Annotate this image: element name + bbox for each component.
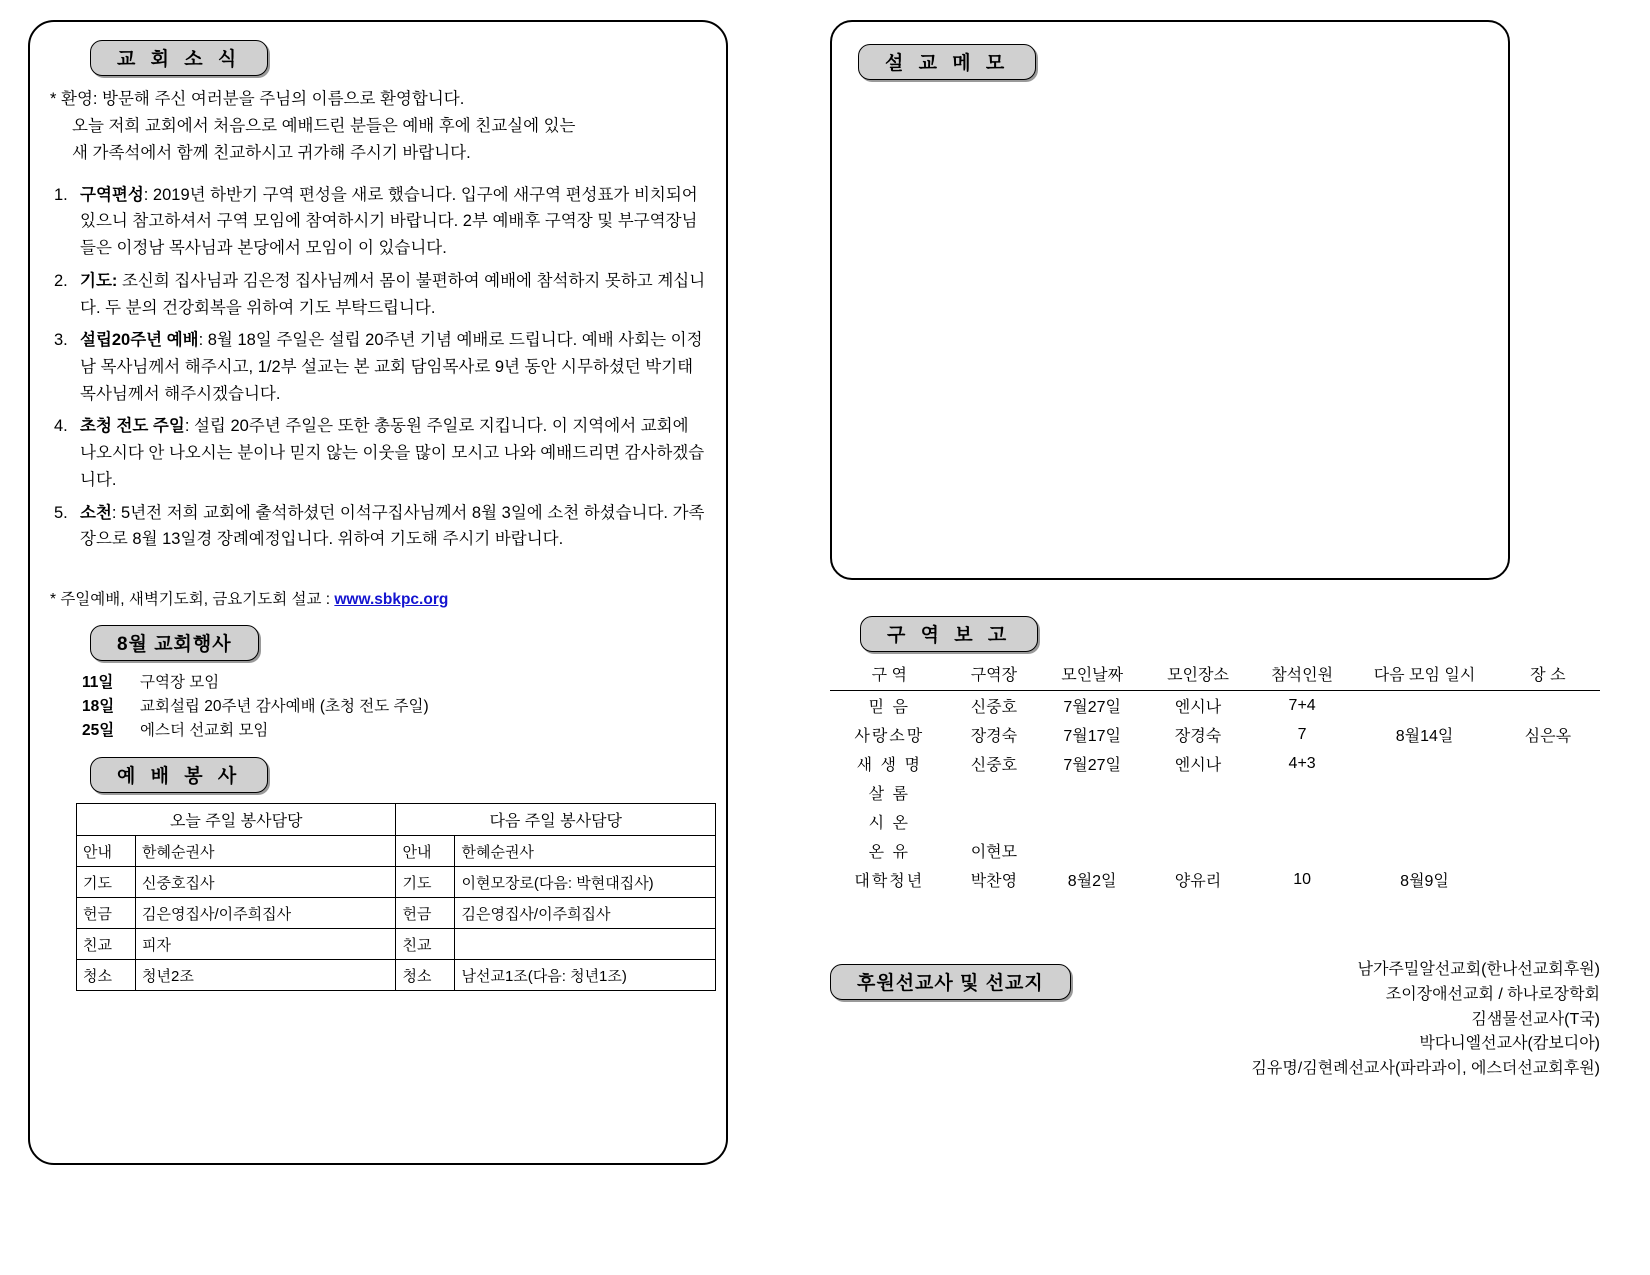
district-count: 7+4 [1288, 696, 1316, 714]
duty-value: 신중호집사 [136, 867, 396, 898]
event-title: 구역장 모임 [140, 674, 220, 691]
col-count: 참석인원 [1251, 660, 1353, 691]
service-header-today: 오늘 주일 봉사담당 [77, 804, 396, 836]
notice-number: 2. [54, 271, 68, 290]
district-count: 4+3 [1288, 754, 1316, 772]
sermon-memo-heading: 설 교 메 모 [858, 44, 1036, 80]
district-next-date [1353, 836, 1495, 865]
duty-value: 남선교1조(다음: 청년1조) [455, 960, 716, 991]
district-place: 엔시나 [1174, 757, 1222, 774]
district-date: 7월27일 [1063, 757, 1121, 774]
right-column [830, 20, 1620, 1082]
mission-item: 김샘물선교사(T국) [1471, 1010, 1600, 1028]
district-leader: 장경숙 [970, 728, 1018, 745]
col-place: 모인장소 [1145, 660, 1251, 691]
district-name: 대학청년 [854, 873, 925, 890]
table-row [77, 929, 716, 960]
district-date: 7월27일 [1063, 699, 1121, 716]
district-count [1251, 807, 1353, 836]
event-title: 에스더 선교회 모임 [140, 722, 269, 740]
sermon-link-label: * 주일예배, 새벽기도회, 금요기도회 설교 : [50, 591, 335, 608]
district-next-date [1353, 807, 1495, 836]
col-next-date: 다음 모임 일시 [1353, 660, 1495, 691]
table-row [830, 778, 1600, 807]
notice-item [50, 327, 706, 407]
sermon-memo-box [830, 20, 1510, 580]
district-next-date: 8월9일 [1400, 873, 1449, 890]
district-next-place [1496, 691, 1600, 721]
district-next-place [1496, 865, 1600, 894]
district-next-place [1496, 749, 1600, 778]
district-place [1145, 836, 1251, 865]
event-row [82, 671, 706, 695]
district-place: 양유리 [1174, 873, 1222, 890]
event-day: 11일 [82, 674, 114, 691]
notice-title: 기도: [80, 271, 118, 290]
notice-list [50, 182, 706, 553]
welcome-notice [50, 86, 706, 168]
duty-label: 친교 [77, 929, 136, 960]
district-report-table [830, 660, 1600, 894]
table-row [830, 720, 1600, 749]
table-row [77, 836, 716, 867]
district-next-place: 심은옥 [1524, 728, 1572, 745]
notice-body: : 2019년 하반기 구역 편성을 새로 했습니다. 입구에 새구역 편성표가 비치되어 있으니 참고하셔서 구역 모임에 참여하시기 바랍니다. 2부 예배후 구역장 및 부구역장님들은 이정남 목사님과 본당에서 모임이 이 있습니다. [80, 185, 698, 258]
district-count: 7 [1297, 725, 1307, 743]
district-next-place [1496, 807, 1600, 836]
service-header-next: 다음 주일 봉사담당 [396, 804, 716, 836]
event-row [82, 695, 706, 719]
duty-label: 헌금 [396, 898, 455, 929]
table-row [830, 836, 1600, 865]
district-place [1145, 807, 1251, 836]
district-next-date [1353, 778, 1495, 807]
service-duty-heading: 예 배 봉 사 [90, 757, 268, 793]
district-next-date: 8월14일 [1395, 728, 1454, 745]
district-name: 살 롬 [868, 786, 910, 803]
district-count: 10 [1293, 870, 1312, 888]
duty-value: 피자 [136, 929, 396, 960]
notice-body: 조신희 집사님과 김은정 집사님께서 몸이 불편하여 예배에 참석하지 못하고 계십니다. 두 분의 건강회복을 위하여 기도 부탁드립니다. [80, 271, 706, 317]
duty-value: 한혜순권사 [455, 836, 716, 867]
notice-number: 1. [54, 185, 68, 204]
table-row [77, 898, 716, 929]
mission-item: 박다니엘선교사(캄보디아) [1419, 1035, 1600, 1053]
notice-number: 3. [54, 331, 68, 350]
duty-label: 안내 [396, 836, 455, 867]
district-date: 7월17일 [1063, 728, 1121, 745]
event-day: 18일 [82, 698, 115, 716]
duty-label: 청소 [396, 960, 455, 991]
church-news-heading-wrap [90, 40, 706, 76]
col-next-place: 장 소 [1496, 660, 1600, 691]
notice-item [50, 500, 706, 553]
table-row [77, 960, 716, 991]
notice-number: 4. [54, 417, 68, 436]
duty-value: 김은영집사/이주희집사 [455, 898, 716, 929]
welcome-line-1: * 환영: 방문해 주신 여러분을 주님의 이름으로 환영합니다. [50, 90, 465, 108]
district-count [1251, 778, 1353, 807]
district-date: 8월2일 [1067, 873, 1117, 890]
duty-value: 청년2조 [136, 960, 396, 991]
notice-item [50, 268, 706, 321]
district-date [1039, 807, 1145, 836]
district-date [1039, 778, 1145, 807]
duty-label: 기도 [396, 867, 455, 898]
notice-body: : 설립 20주년 주일은 또한 총동원 주일로 지킵니다. 이 지역에서 교회에 나오시다 안 나오시는 분이나 믿지 않는 이웃을 많이 모시고 나와 예배드리면 감사하겠습니다. [80, 417, 705, 489]
sermon-link-line [50, 587, 706, 609]
church-website-link[interactable]: www.sbkpc.org [334, 591, 449, 608]
district-place [1145, 778, 1251, 807]
events-heading-wrap [90, 625, 706, 661]
district-date [1039, 836, 1145, 865]
event-row [82, 719, 706, 743]
notice-title: 설립20주년 예배 [80, 331, 199, 350]
district-next-place [1496, 778, 1600, 807]
mission-item: 조이장애선교회 / 하나로장학회 [1385, 985, 1600, 1003]
duty-label: 청소 [77, 960, 136, 991]
district-place: 장경숙 [1174, 728, 1222, 745]
welcome-line-3: 새 가족석에서 함께 친교하시고 귀가해 주시기 바랍니다. [72, 144, 471, 163]
service-heading-wrap [90, 757, 706, 793]
sermon-memo-heading-wrap [858, 44, 1036, 80]
event-title: 교회설립 20주년 감사예배 (초청 전도 주일) [140, 698, 429, 716]
district-name: 새 생 명 [856, 757, 922, 774]
mission-item: 남가주밀알선교회(한나선교회후원) [1357, 961, 1600, 978]
table-header-row [77, 804, 716, 836]
notice-title: 구역편성 [80, 185, 144, 204]
table-row [830, 807, 1600, 836]
district-count [1251, 836, 1353, 865]
church-news-heading: 교 회 소 식 [90, 40, 268, 76]
notice-title: 초청 전도 주일 [80, 417, 185, 436]
mission-item: 김유명/김현례선교사(파라과이, 에스더선교회후원) [1251, 1060, 1600, 1078]
notice-number: 5. [54, 503, 68, 522]
duty-label: 친교 [396, 929, 455, 960]
district-next-date [1353, 691, 1495, 721]
notice-body: : 5년전 저희 교회에 출석하셨던 이석구집사님께서 8월 3일에 소천 하셨습니다. 가족장으로 8월 13일경 장례예정입니다. 위하여 기도해 주시기 바랍니다. [80, 503, 705, 549]
district-leader: 신중호 [970, 699, 1018, 716]
district-next-place [1496, 836, 1600, 865]
duty-label: 헌금 [77, 898, 136, 929]
church-news-panel [28, 20, 728, 1165]
duty-value [455, 929, 716, 960]
notice-title: 소천 [80, 503, 112, 522]
august-events-heading: 8월 교회행사 [90, 625, 259, 661]
event-day: 25일 [82, 722, 115, 740]
table-row [830, 865, 1600, 894]
notice-body: : 8월 18일 주일은 설립 20주년 기념 예배로 드립니다. 예배 사회는 이정남 목사님께서 해주시고, 1/2부 설교는 본 교회 담임목사로 9년 동안 시무하셨던 박기태 목사님께서 해주시겠습니다. [80, 331, 703, 403]
district-leader [949, 807, 1040, 836]
notice-item [50, 413, 706, 493]
district-report-heading: 구 역 보 고 [860, 616, 1038, 652]
duty-label: 안내 [77, 836, 136, 867]
district-leader [949, 778, 1040, 807]
august-events-list [50, 671, 706, 743]
notice-item [50, 182, 706, 262]
district-leader: 이현모 [970, 844, 1018, 861]
col-date: 모인날짜 [1039, 660, 1145, 691]
district-next-date [1353, 749, 1495, 778]
table-row [830, 691, 1600, 721]
district-leader: 박찬영 [970, 873, 1018, 890]
district-name: 믿 음 [868, 699, 910, 716]
col-leader: 구역장 [949, 660, 1040, 691]
welcome-line-2: 오늘 저희 교회에서 처음으로 예배드린 분들은 예배 후에 친교실에 있는 [72, 117, 576, 136]
missions-heading-wrap [830, 958, 1130, 1000]
district-report-section [830, 616, 1620, 894]
missions-list [1130, 958, 1620, 1082]
district-name: 시 온 [868, 815, 910, 832]
district-name: 온 유 [868, 844, 910, 861]
duty-value: 김은영집사/이주희집사 [136, 898, 396, 929]
district-heading-wrap [860, 616, 1620, 652]
col-district: 구 역 [830, 660, 949, 691]
table-header-row [830, 660, 1600, 691]
duty-value: 이현모장로(다음: 박현대집사) [455, 867, 716, 898]
table-row [77, 867, 716, 898]
service-duty-table [76, 803, 716, 991]
duty-label: 기도 [77, 867, 136, 898]
missions-section [830, 958, 1620, 1082]
district-name: 사랑소망 [854, 728, 925, 745]
missions-heading: 후원선교사 및 선교지 [830, 964, 1071, 1000]
district-place: 엔시나 [1174, 699, 1222, 716]
table-row [830, 749, 1600, 778]
district-leader: 신중호 [970, 757, 1018, 774]
duty-value: 한혜순권사 [136, 836, 396, 867]
